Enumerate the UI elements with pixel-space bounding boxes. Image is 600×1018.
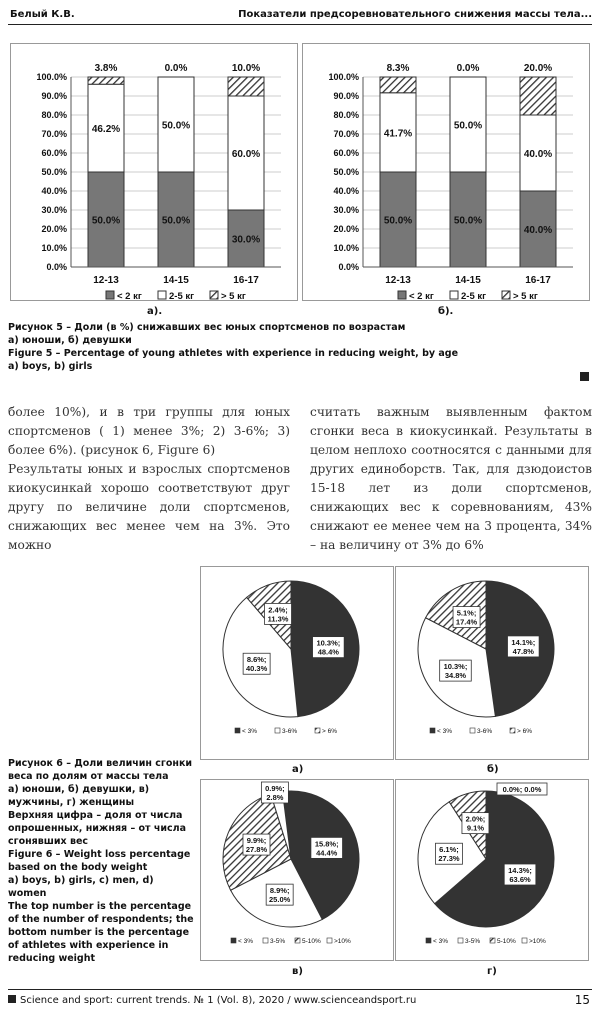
data-label: 47.8% (512, 646, 534, 656)
legend-swatch (315, 728, 320, 733)
caption-line: а) юноши, б) девушки (8, 335, 132, 346)
legend-swatch (231, 938, 236, 943)
data-label: 50.0% (453, 215, 483, 227)
figure6-panel-d (395, 779, 589, 961)
data-label: 14.1%; (511, 637, 536, 647)
x-tick-label: 16-17 (525, 275, 551, 286)
data-label: 40.0% (523, 149, 553, 160)
figure6-panel-b (395, 566, 589, 760)
legend-swatch (470, 728, 475, 733)
y-tick-label: 20.0% (333, 224, 359, 234)
bar-chart-a (11, 44, 297, 300)
caption-line: The top number is the percentage of the number of respondents; the bottom number is the percentage of athletes with experience in reducing weight (8, 901, 194, 964)
legend-swatch (502, 291, 510, 299)
y-tick-label: 10.0% (333, 243, 359, 253)
legend-swatch (450, 291, 458, 299)
legend-label: 2-5 кг (461, 291, 487, 300)
caption-line: Верхняя цифра – доля от числа опрошенных, нижняя – от числа сгонявших вес (8, 810, 187, 847)
y-tick-label: 50.0% (41, 167, 67, 177)
data-label: 40.0% (523, 225, 553, 236)
legend-swatch (522, 938, 527, 943)
y-tick-label: 100.0% (328, 72, 359, 82)
y-tick-label: 40.0% (41, 186, 67, 196)
bar-segment (520, 77, 556, 115)
y-tick-label: 50.0% (333, 167, 359, 177)
data-label: 48.4% (317, 647, 339, 657)
data-label: 8.6%; (246, 655, 267, 665)
legend-label: 5-10% (497, 938, 516, 945)
y-tick-label: 0.0% (46, 262, 67, 272)
data-label: 17.4% (455, 617, 478, 627)
x-tick-label: 14-15 (455, 275, 481, 286)
data-label: 2.0%; (465, 814, 486, 824)
footer-journal: Science and sport: current trends. № 1 (Vol. 8), 2020 / www.scienceandsport.ru (20, 995, 417, 1006)
legend-label: 3-5% (270, 938, 286, 945)
y-tick-label: 90.0% (41, 91, 67, 101)
data-label: 0.0%; 0.0% (502, 785, 542, 794)
figure6-panel-c (200, 779, 394, 961)
legend-swatch (295, 938, 300, 943)
data-label: 40.3% (245, 664, 268, 674)
legend-label: < 3% (433, 938, 448, 945)
figure5-panel-a (10, 43, 298, 301)
y-tick-label: 90.0% (333, 91, 359, 101)
data-label: 8.3% (386, 63, 410, 74)
data-label: 41.7% (383, 128, 413, 140)
text-column-right (310, 403, 592, 555)
data-label: 9.9%; (246, 836, 267, 846)
y-tick-label: 60.0% (41, 148, 67, 158)
y-tick-label: 60.0% (333, 148, 359, 158)
data-label: 30.0% (231, 234, 261, 246)
caption-line: Figure 6 – Weight loss percentage based on the body weight (8, 849, 191, 873)
y-tick-label: 20.0% (41, 224, 67, 234)
legend-swatch (490, 938, 495, 943)
data-label: 27.8% (245, 845, 268, 855)
y-tick-label: 70.0% (333, 129, 359, 139)
footer (8, 995, 416, 1006)
y-tick-label: 30.0% (41, 205, 67, 215)
y-tick-label: 0.0% (338, 262, 359, 272)
figure5-sublabel-b: б). (438, 306, 454, 317)
data-label: 50.0% (91, 215, 121, 227)
data-label: 10.3%; (316, 638, 341, 648)
bar-segment (228, 77, 264, 96)
y-tick-label: 10.0% (41, 243, 67, 253)
legend-swatch (426, 938, 431, 943)
caption-line: a) boys, b) girls, c) men, d) women (8, 875, 154, 899)
data-label: 50.0% (453, 120, 483, 132)
pie-chart-c (201, 780, 393, 960)
data-label: 14.3%; (508, 865, 532, 875)
data-label: 3.8% (94, 63, 118, 74)
figure5-sublabel-a: а). (147, 306, 163, 317)
legend-label: > 6% (322, 728, 337, 735)
legend-swatch (510, 728, 515, 733)
data-label: 11.3% (267, 614, 289, 624)
legend-label: > 5 кг (513, 291, 538, 300)
x-tick-label: 14-15 (163, 275, 189, 286)
data-label: 8.9%; (269, 886, 290, 896)
y-tick-label: 80.0% (41, 110, 67, 120)
bar-segment (88, 77, 124, 84)
header-author: Белый К.В. (10, 9, 75, 20)
figure5-panel-b (302, 43, 590, 301)
legend-swatch (458, 938, 463, 943)
legend-swatch (106, 291, 114, 299)
data-label: 34.8% (444, 671, 467, 681)
running-header (8, 4, 592, 22)
header-rule (8, 24, 592, 25)
data-label: 46.2% (91, 124, 121, 136)
x-tick-label: 12-13 (385, 275, 411, 286)
legend-label: < 2 кг (409, 291, 434, 300)
y-tick-label: 100.0% (36, 72, 67, 82)
legend-label: 2-5 кг (169, 291, 195, 300)
legend-swatch (398, 291, 406, 299)
data-label: 10.3%; (443, 662, 468, 672)
figure5-caption (8, 321, 458, 373)
legend-label: < 3% (437, 728, 452, 735)
legend-label: >10% (334, 938, 351, 945)
caption-line: а) юноши, б) девушки, в) мужчины, г) женщины (8, 784, 150, 808)
data-label: 6.1%; (439, 845, 459, 855)
data-label: 15.8%; (314, 839, 339, 849)
data-label: 50.0% (161, 215, 191, 227)
data-label: 44.4% (316, 848, 338, 858)
paragraph: считать важным выявленным фактом сгонки веса в киокусинкай. Результаты в целом неплохо соотносятся с данными для других единоборств. Так, для дзюдоистов 15-18 лет из доли спортсменов, снижающих вес к соревнованиям, 43% снижают ее менее чем на 3 процента, 34% – на величину от 3% до 6% (310, 405, 592, 552)
data-label: 50.0% (383, 215, 413, 227)
paragraph: более 10%), и в три группы для юных спортсменов ( 1) менее 3%; 2) 3-6%; 3) более 6%). (рисунок 6, Figure 6) (8, 405, 290, 457)
figure6-sublabel-a: а) (292, 764, 304, 775)
data-label: 5.1%; (456, 608, 477, 618)
legend-label: > 6% (517, 728, 532, 735)
data-label: 20.0% (523, 63, 553, 74)
figure6-panel-a (200, 566, 394, 760)
data-label: 60.0% (231, 149, 261, 160)
data-label: 25.0% (269, 895, 291, 905)
data-label: 63.6% (509, 874, 531, 884)
legend-label: >10% (529, 938, 546, 945)
legend-swatch (327, 938, 332, 943)
legend-label: < 2 кг (117, 291, 142, 300)
legend-swatch (263, 938, 268, 943)
caption-line: a) boys, b) girls (8, 361, 93, 372)
legend-label: 3-6% (477, 728, 493, 735)
pie-chart-b (396, 567, 588, 759)
end-marker (580, 372, 589, 381)
legend-swatch (235, 728, 240, 733)
legend-label: 3-5% (465, 938, 481, 945)
bar-chart-b (303, 44, 589, 300)
pie-chart-d (396, 780, 588, 960)
caption-line: Рисунок 6 – Доли величин сгонки веса по долям от массы тела (8, 758, 193, 782)
data-label: 0.0% (456, 63, 480, 74)
caption-line: Рисунок 5 – Доли (в %) снижавших вес юных спортсменов по возрастам (8, 322, 406, 333)
legend-label: 3-6% (282, 728, 298, 735)
footer-square-icon (8, 995, 16, 1003)
legend-label: < 3% (242, 728, 257, 735)
legend-swatch (430, 728, 435, 733)
figure6-caption (8, 757, 194, 965)
data-label: 10.0% (231, 63, 261, 74)
y-tick-label: 30.0% (333, 205, 359, 215)
x-tick-label: 12-13 (93, 275, 119, 286)
figure6-sublabel-c: в) (292, 966, 303, 977)
figure6-sublabel-d: г) (487, 966, 497, 977)
legend-swatch (158, 291, 166, 299)
y-tick-label: 80.0% (333, 110, 359, 120)
data-label: 2.4%; (268, 605, 288, 615)
footer-rule (8, 989, 592, 990)
header-title: Показатели предсоревновательного снижения массы тела... (238, 9, 592, 20)
figure6-sublabel-b: б) (487, 764, 499, 775)
data-label: 0.0% (164, 63, 188, 74)
legend-label: > 5 кг (221, 291, 246, 300)
page-number: 15 (574, 993, 590, 1007)
y-tick-label: 40.0% (333, 186, 359, 196)
data-label: 0.9%; (265, 784, 285, 793)
legend-label: < 3% (238, 938, 253, 945)
text-column-left (8, 403, 290, 555)
x-tick-label: 16-17 (233, 275, 259, 286)
data-label: 27.3% (438, 854, 460, 864)
data-label: 50.0% (161, 120, 191, 132)
legend-swatch (210, 291, 218, 299)
data-label: 2.8% (266, 793, 284, 802)
data-label: 9.1% (466, 823, 485, 833)
y-tick-label: 70.0% (41, 129, 67, 139)
bar-segment (380, 77, 416, 93)
caption-line: Figure 5 – Percentage of young athletes with experience in reducing weight, by age (8, 348, 459, 359)
legend-label: 5-10% (302, 938, 321, 945)
legend-swatch (275, 728, 280, 733)
paragraph: Результаты юных и взрослых спортсменов киокусинкай хорошо соответствуют друг другу по величине доли спортсменов, снижающих вес менее чем на 3%. Это можно (8, 462, 290, 552)
pie-chart-a (201, 567, 393, 759)
